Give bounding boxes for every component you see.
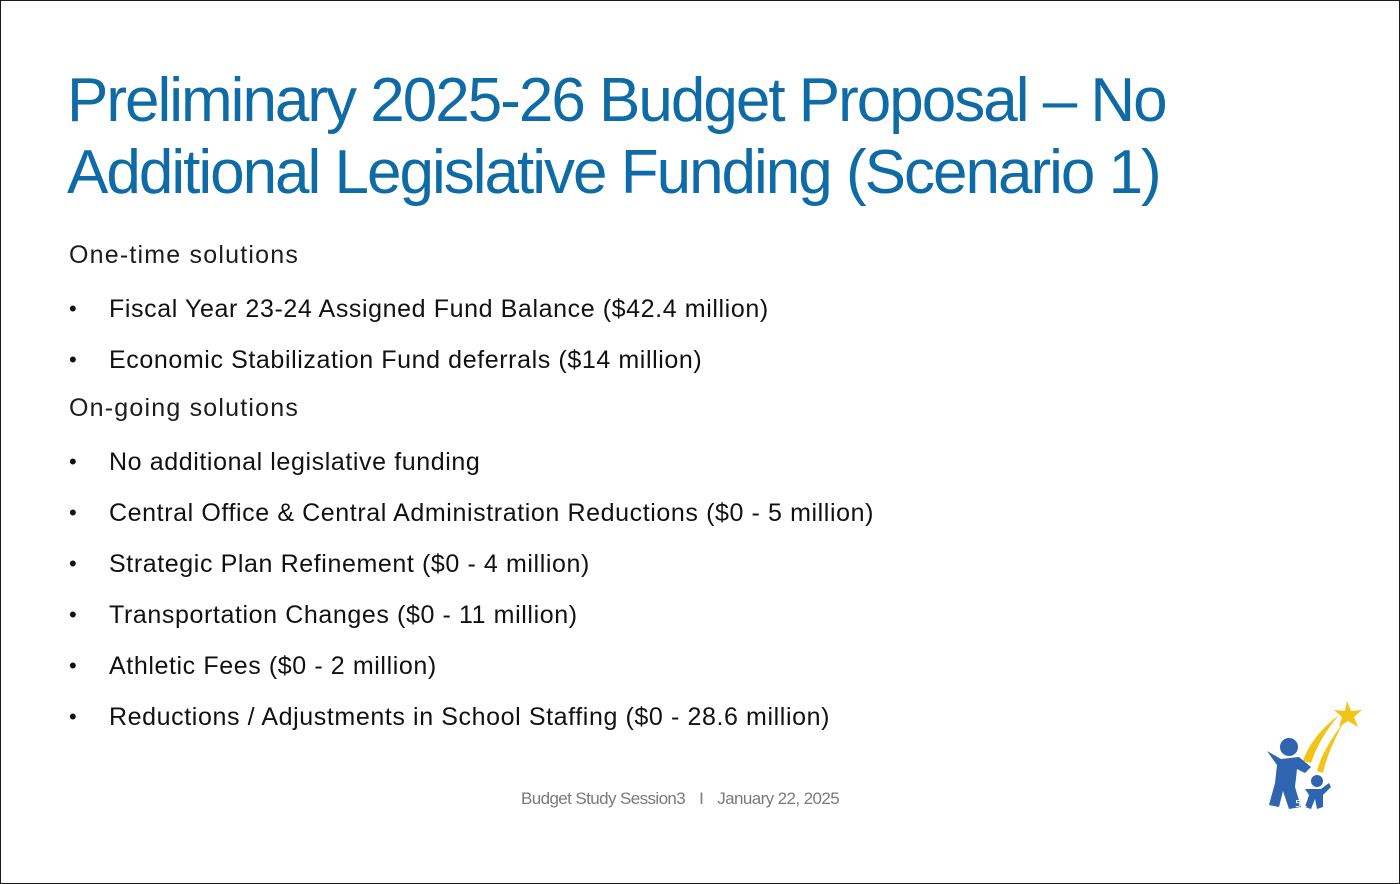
slide-title (67, 65, 1327, 209)
list-item-text: Transportation Changes ($0 - 11 million) (109, 600, 578, 629)
slide-title-line-2: Additional Legislative Funding (Scenario 1) (67, 138, 1160, 207)
star-family-logo-icon (1259, 699, 1369, 814)
list-item (69, 292, 769, 326)
bullet-icon: • (69, 653, 77, 678)
list-item-text: No additional legislative funding (109, 447, 481, 476)
list-item (69, 649, 437, 683)
logo-trail-inner (1317, 723, 1343, 773)
slide-footer (521, 789, 839, 809)
logo-adult-head (1280, 738, 1298, 756)
on-going-solutions-heading: On-going solutions (69, 394, 300, 422)
logo-child-head (1311, 775, 1323, 787)
list-item (69, 343, 702, 377)
footer-date: January 22, 2025 (717, 789, 840, 808)
list-item-text: Central Office & Central Administration Reductions ($0 - 5 million) (109, 498, 875, 527)
footer-separator: I (699, 789, 704, 808)
bullet-icon: • (69, 602, 77, 627)
slide-title-line-1: Preliminary 2025-26 Budget Proposal – No (67, 66, 1166, 135)
list-item (69, 496, 874, 530)
logo-star (1334, 701, 1362, 727)
list-item-text: Strategic Plan Refinement ($0 - 4 million) (109, 549, 590, 578)
bullet-icon: • (69, 551, 77, 576)
list-item-text: Economic Stabilization Fund deferrals ($14 million) (109, 345, 703, 374)
list-item (69, 445, 480, 479)
list-item (69, 547, 590, 581)
bullet-icon: • (69, 449, 77, 474)
list-item-text: Fiscal Year 23-24 Assigned Fund Balance ($42.4 million) (109, 294, 769, 323)
bullet-icon: • (69, 347, 77, 372)
bullet-icon: • (69, 500, 77, 525)
bullet-icon: • (69, 704, 77, 729)
list-item (69, 700, 830, 734)
bullet-icon: • (69, 296, 77, 321)
logo-text: 51 (1295, 799, 1308, 810)
footer-session-label: Budget Study Session3 (521, 789, 686, 808)
list-item (69, 598, 578, 632)
list-item-text: Reductions / Adjustments in School Staffing ($0 - 28.6 million) (109, 702, 831, 731)
one-time-solutions-heading: One-time solutions (69, 241, 300, 269)
list-item-text: Athletic Fees ($0 - 2 million) (109, 651, 437, 680)
